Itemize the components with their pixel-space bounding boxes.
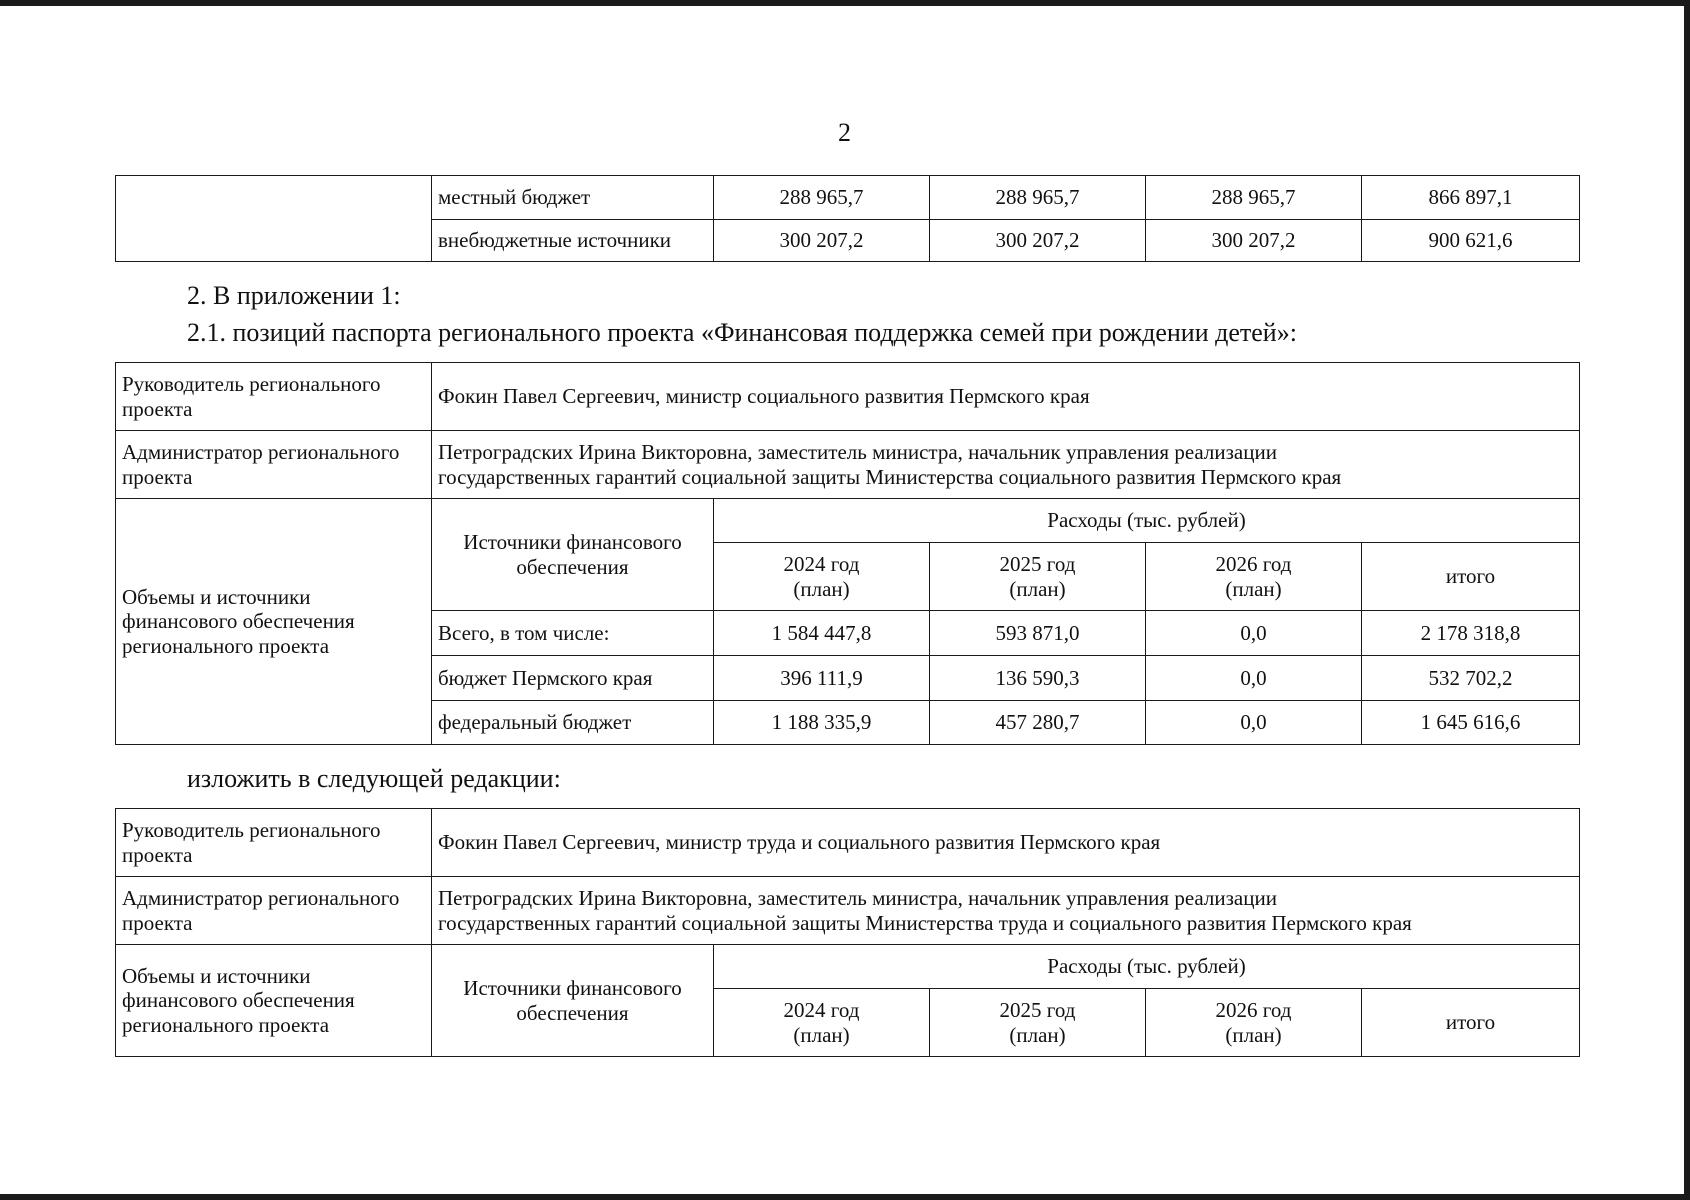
table-row (116, 363, 1580, 431)
value-cell: 396 111,9 (714, 656, 930, 701)
row-label: Администратор регионального проекта (116, 431, 432, 499)
year-note: (план) (1225, 1022, 1282, 1047)
sources-header: Источники финансового обеспечения (432, 945, 714, 1057)
total-header: итого (1362, 989, 1580, 1057)
year-header (930, 543, 1146, 611)
total-cell: 2 178 318,8 (1362, 611, 1580, 656)
row-label: Руководитель регионального проекта (116, 363, 432, 431)
value-cell: 0,0 (1146, 611, 1362, 656)
value-cell: 457 280,7 (930, 701, 1146, 745)
table-row (116, 809, 1580, 877)
source-cell: Всего, в том числе: (432, 611, 714, 656)
admin-value-line: государственных гарантий социальной защиты Министерства социального развития Пермского края (438, 464, 1342, 489)
passport-table-new (115, 808, 1580, 1057)
passport-table-old (115, 362, 1580, 745)
table-row (116, 499, 1580, 543)
year-header (1146, 543, 1362, 611)
scan-edge-right (1684, 0, 1690, 1200)
year-label: 2024 год (783, 552, 860, 577)
year-label: 2024 год (783, 998, 860, 1023)
year-note: (план) (1009, 1022, 1066, 1047)
scan-edge-bottom (0, 1194, 1690, 1200)
total-cell: 900 621,6 (1362, 220, 1580, 262)
year-label: 2025 год (999, 998, 1076, 1023)
value-cell: 1 584 447,8 (714, 611, 930, 656)
expenses-header: Расходы (тыс. рублей) (714, 945, 1580, 989)
table-row (116, 431, 1580, 499)
year-note: (план) (1225, 576, 1282, 601)
source-cell: внебюджетные источники (432, 220, 714, 262)
value-cell: 0,0 (1146, 656, 1362, 701)
year-note: (план) (793, 576, 850, 601)
paragraph-new-edition: изложить в следующей редакции: (187, 764, 561, 793)
row-value (432, 431, 1580, 499)
scan-edge-top (0, 0, 1690, 6)
expenses-header: Расходы (тыс. рублей) (714, 499, 1580, 543)
value-cell: 300 207,2 (930, 220, 1146, 262)
total-header: итого (1362, 543, 1580, 611)
total-cell: 866 897,1 (1362, 176, 1580, 220)
year-note: (план) (1009, 576, 1066, 601)
year-label: 2026 год (1215, 552, 1292, 577)
value-cell: 288 965,7 (714, 176, 930, 220)
year-label: 2026 год (1215, 998, 1292, 1023)
row-value: Фокин Павел Сергеевич, министр труда и социального развития Пермского края (432, 809, 1580, 877)
admin-value-line: Петроградских Ирина Викторовна, заместитель министра, начальник управления реализации (438, 440, 1277, 465)
year-label: 2025 год (999, 552, 1076, 577)
sources-header: Источники финансового обеспечения (432, 499, 714, 611)
paragraph-item-2-1: 2.1. позиций паспорта регионального проекта «Финансовая поддержка семей при рождении детей»: (187, 318, 1297, 347)
source-cell: бюджет Пермского края (432, 656, 714, 701)
value-cell: 1 188 335,9 (714, 701, 930, 745)
table-row (116, 877, 1580, 945)
value-cell: 288 965,7 (1146, 176, 1362, 220)
source-cell: федеральный бюджет (432, 701, 714, 745)
row-value (432, 877, 1580, 945)
table-row (116, 945, 1580, 989)
budget-continuation-table (115, 175, 1580, 262)
row-label: Администратор регионального проекта (116, 877, 432, 945)
empty-label-cell (116, 176, 432, 262)
source-cell: местный бюджет (432, 176, 714, 220)
row-value: Фокин Павел Сергеевич, министр социального развития Пермского края (432, 363, 1580, 431)
paragraph-item-2: 2. В приложении 1: (187, 281, 401, 310)
table-row (116, 176, 1580, 220)
value-cell: 300 207,2 (1146, 220, 1362, 262)
year-header (930, 989, 1146, 1057)
total-cell: 532 702,2 (1362, 656, 1580, 701)
value-cell: 0,0 (1146, 701, 1362, 745)
value-cell: 288 965,7 (930, 176, 1146, 220)
year-header (1146, 989, 1362, 1057)
admin-value-line: государственных гарантий социальной защиты Министерства труда и социального развития Пермского края (438, 910, 1412, 935)
total-cell: 1 645 616,6 (1362, 701, 1580, 745)
year-note: (план) (793, 1022, 850, 1047)
row-label: Объемы и источники финансового обеспечения регионального проекта (116, 945, 432, 1057)
row-label: Руководитель регионального проекта (116, 809, 432, 877)
value-cell: 300 207,2 (714, 220, 930, 262)
year-header (714, 543, 930, 611)
admin-value-line: Петроградских Ирина Викторовна, заместитель министра, начальник управления реализации (438, 886, 1277, 911)
value-cell: 593 871,0 (930, 611, 1146, 656)
value-cell: 136 590,3 (930, 656, 1146, 701)
row-label: Объемы и источники финансового обеспечения регионального проекта (116, 499, 432, 745)
page-number: 2 (838, 118, 851, 147)
year-header (714, 989, 930, 1057)
